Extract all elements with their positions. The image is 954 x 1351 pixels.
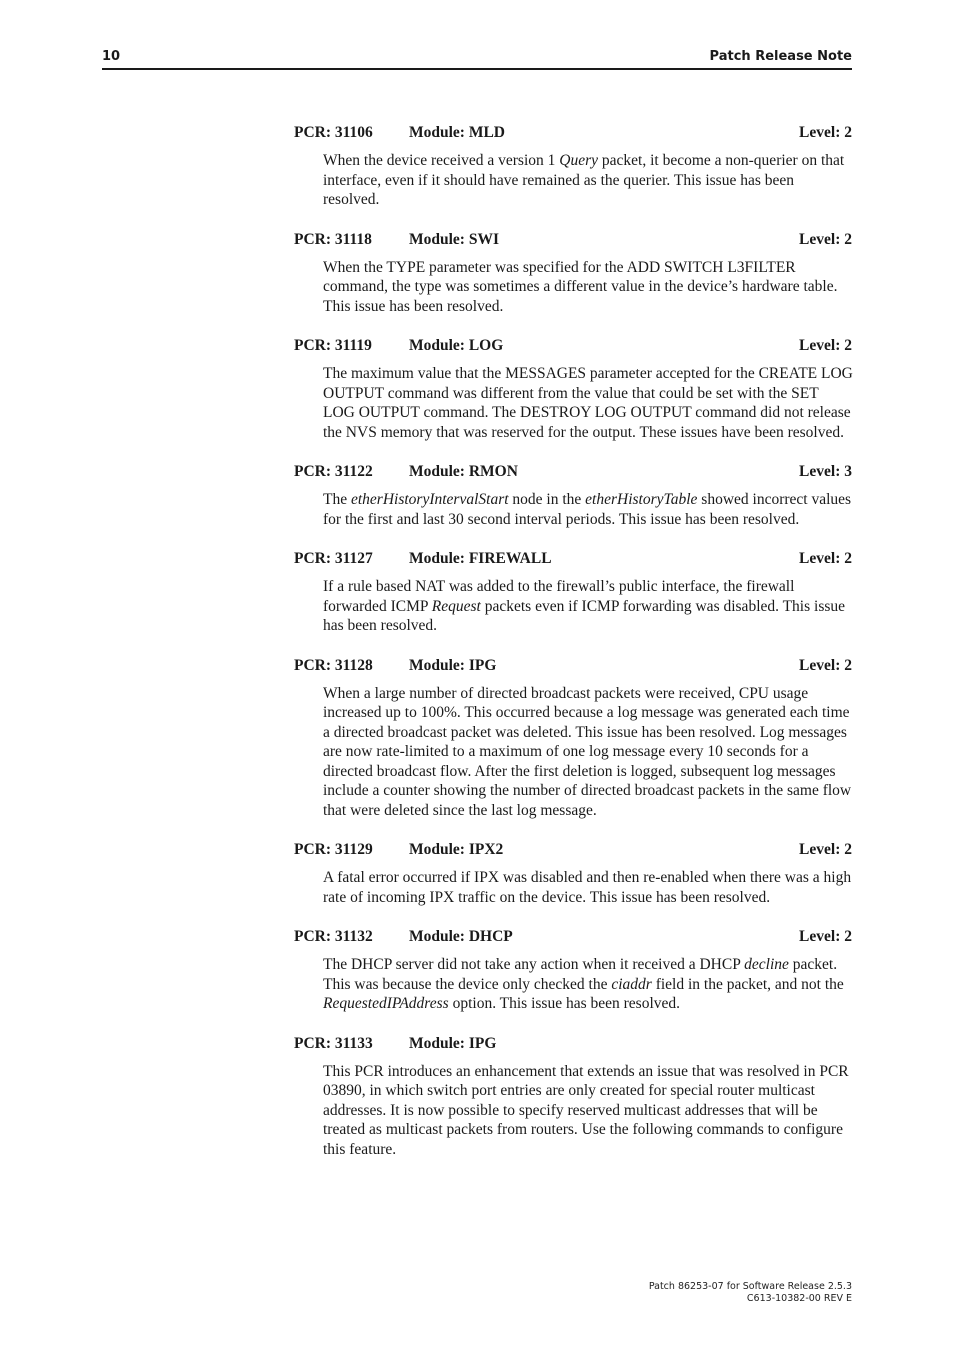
module-name: Module: IPG	[409, 1034, 497, 1052]
pcr-entry	[294, 657, 854, 821]
module-name: Module: IPX2	[409, 841, 504, 858]
pcr-entry-heading	[294, 928, 854, 948]
pcr-number: PCR: 31133	[294, 1034, 373, 1052]
pcr-number: PCR: 31118	[294, 230, 372, 248]
page-number: 10	[102, 49, 121, 64]
pcr-entry	[294, 124, 854, 210]
module-name: Module: MLD	[409, 124, 506, 141]
pcr-description	[323, 868, 854, 907]
module-name: Module: RMON	[409, 463, 518, 480]
module-name: Module: LOG	[409, 337, 504, 354]
footer-patch-line: Patch 86253-07 for Software Release 2.5.3	[648, 1281, 852, 1292]
description-text: packet. This was because the device only checked the	[323, 956, 838, 993]
pcr-entry	[294, 841, 854, 907]
pcr-entry-heading	[294, 1035, 854, 1055]
emphasized-term: ciaddr	[611, 975, 652, 993]
pcr-description	[323, 151, 854, 210]
pcr-entry-list	[294, 124, 854, 1180]
pcr-description	[323, 258, 854, 317]
pcr-description	[323, 490, 854, 529]
description-text: A fatal error occurred if IPX was disabled and then re-enabled when there was a high rate of incoming IPX traffic on the device. This issue has been resolved.	[323, 869, 852, 906]
pcr-entry	[294, 550, 854, 636]
emphasized-term: RequestedIPAddress	[323, 995, 449, 1012]
description-text: packet, it become a non-querier on that interface, even if it should have remained as the querier. This issue has been resolved.	[323, 152, 845, 208]
level-value: Level: 3	[799, 463, 852, 480]
emphasized-term: Query	[559, 152, 599, 169]
description-text: showed incorrect values for the first and last 30 second interval periods. This issue has been resolved.	[323, 491, 852, 528]
pcr-number: PCR: 31129	[294, 841, 373, 858]
pcr-number: PCR: 31122	[294, 463, 373, 480]
emphasized-term: etherHistoryIntervalStart	[350, 491, 509, 508]
description-text: The maximum value that the MESSAGES parameter accepted for the CREATE LOG OUTPUT command was different from the value that could be set with the SET LOG OUTPUT command. The DESTROY LOG OUTPUT command did not release the NVS memory that was reserved for the output. These issues have been resolved.	[323, 365, 853, 441]
pcr-entry-heading	[294, 124, 854, 144]
emphasized-term: decline	[744, 956, 789, 973]
pcr-description	[323, 364, 854, 442]
module-name: Module: IPG	[409, 656, 497, 674]
pcr-entry-heading	[294, 550, 854, 570]
description-text: When a large number of directed broadcast packets were received, CPU usage increased up to 100%. This occurred because a log message was generated each time a directed broadcast packet was deleted. This issue has been resolved. Log messages are now rate-limited to a maximum of one log message every 10 seconds for a directed broadcast flow. After the first deletion is logged, subsequent log messages include a counter showing the number of directed broadcast packets in the same flow that were deleted since the last log message.	[323, 684, 852, 819]
description-text: If a rule based NAT was added to the firewall’s public interface, the firewall forwarded ICMP	[323, 578, 795, 615]
pcr-entry-heading	[294, 231, 854, 251]
pcr-number: PCR: 31106	[294, 124, 373, 141]
level-value: Level: 2	[799, 337, 852, 354]
pcr-entry	[294, 928, 854, 1014]
emphasized-term: etherHistoryTable	[585, 491, 698, 508]
pcr-number: PCR: 31127	[294, 550, 373, 567]
module-name: Module: SWI	[409, 230, 499, 248]
description-text: option. This issue has been resolved.	[448, 995, 681, 1012]
description-text: field in the packet, and not the	[651, 975, 844, 993]
pcr-description	[323, 684, 854, 821]
page-header	[102, 48, 852, 70]
description-text: This PCR introduces an enhancement that extends an issue that was resolved in PCR 03890, in which switch port entries are only created for special router multicast addresses. It is now possible to specify reserved multicast addresses that will be treated as multicast packets from routers. Use the following commands to configure this feature.	[323, 1062, 849, 1158]
module-name: Module: FIREWALL	[409, 550, 552, 567]
pcr-number: PCR: 31132	[294, 928, 373, 945]
level-value: Level: 2	[799, 928, 852, 945]
level-value: Level: 2	[799, 550, 852, 567]
description-text: When the TYPE parameter was specified for the ADD SWITCH L3FILTER command, the type was sometimes a different value in the device’s hardware table. This issue has been resolved.	[323, 258, 838, 315]
footer-doc-id: C613-10382-00 REV E	[746, 1293, 852, 1304]
pcr-entry-heading	[294, 841, 854, 861]
pcr-description	[323, 1062, 854, 1160]
level-value: Level: 2	[799, 124, 852, 141]
pcr-number: PCR: 31119	[294, 337, 372, 354]
pcr-number: PCR: 31128	[294, 656, 373, 674]
level-value: Level: 2	[799, 656, 852, 674]
emphasized-term: Request	[431, 597, 481, 615]
pcr-description	[323, 955, 854, 1014]
page-footer	[649, 1281, 852, 1305]
module-name: Module: DHCP	[409, 928, 513, 945]
description-text: node in the	[508, 491, 586, 508]
description-text: When the device received a version 1	[323, 152, 560, 169]
level-value: Level: 2	[799, 841, 852, 858]
level-value: Level: 2	[799, 230, 852, 248]
description-text: packets even if ICMP forwarding was disabled. This issue has been resolved.	[323, 597, 846, 634]
pcr-entry	[294, 463, 854, 529]
description-text: The	[323, 491, 351, 508]
pcr-entry	[294, 231, 854, 317]
pcr-entry-heading	[294, 337, 854, 357]
pcr-entry-heading	[294, 657, 854, 677]
pcr-entry	[294, 337, 854, 442]
pcr-entry-heading	[294, 463, 854, 483]
header-title: Patch Release Note	[709, 49, 852, 64]
pcr-entry	[294, 1035, 854, 1160]
description-text: The DHCP server did not take any action when it received a DHCP	[323, 956, 745, 973]
pcr-description	[323, 577, 854, 636]
